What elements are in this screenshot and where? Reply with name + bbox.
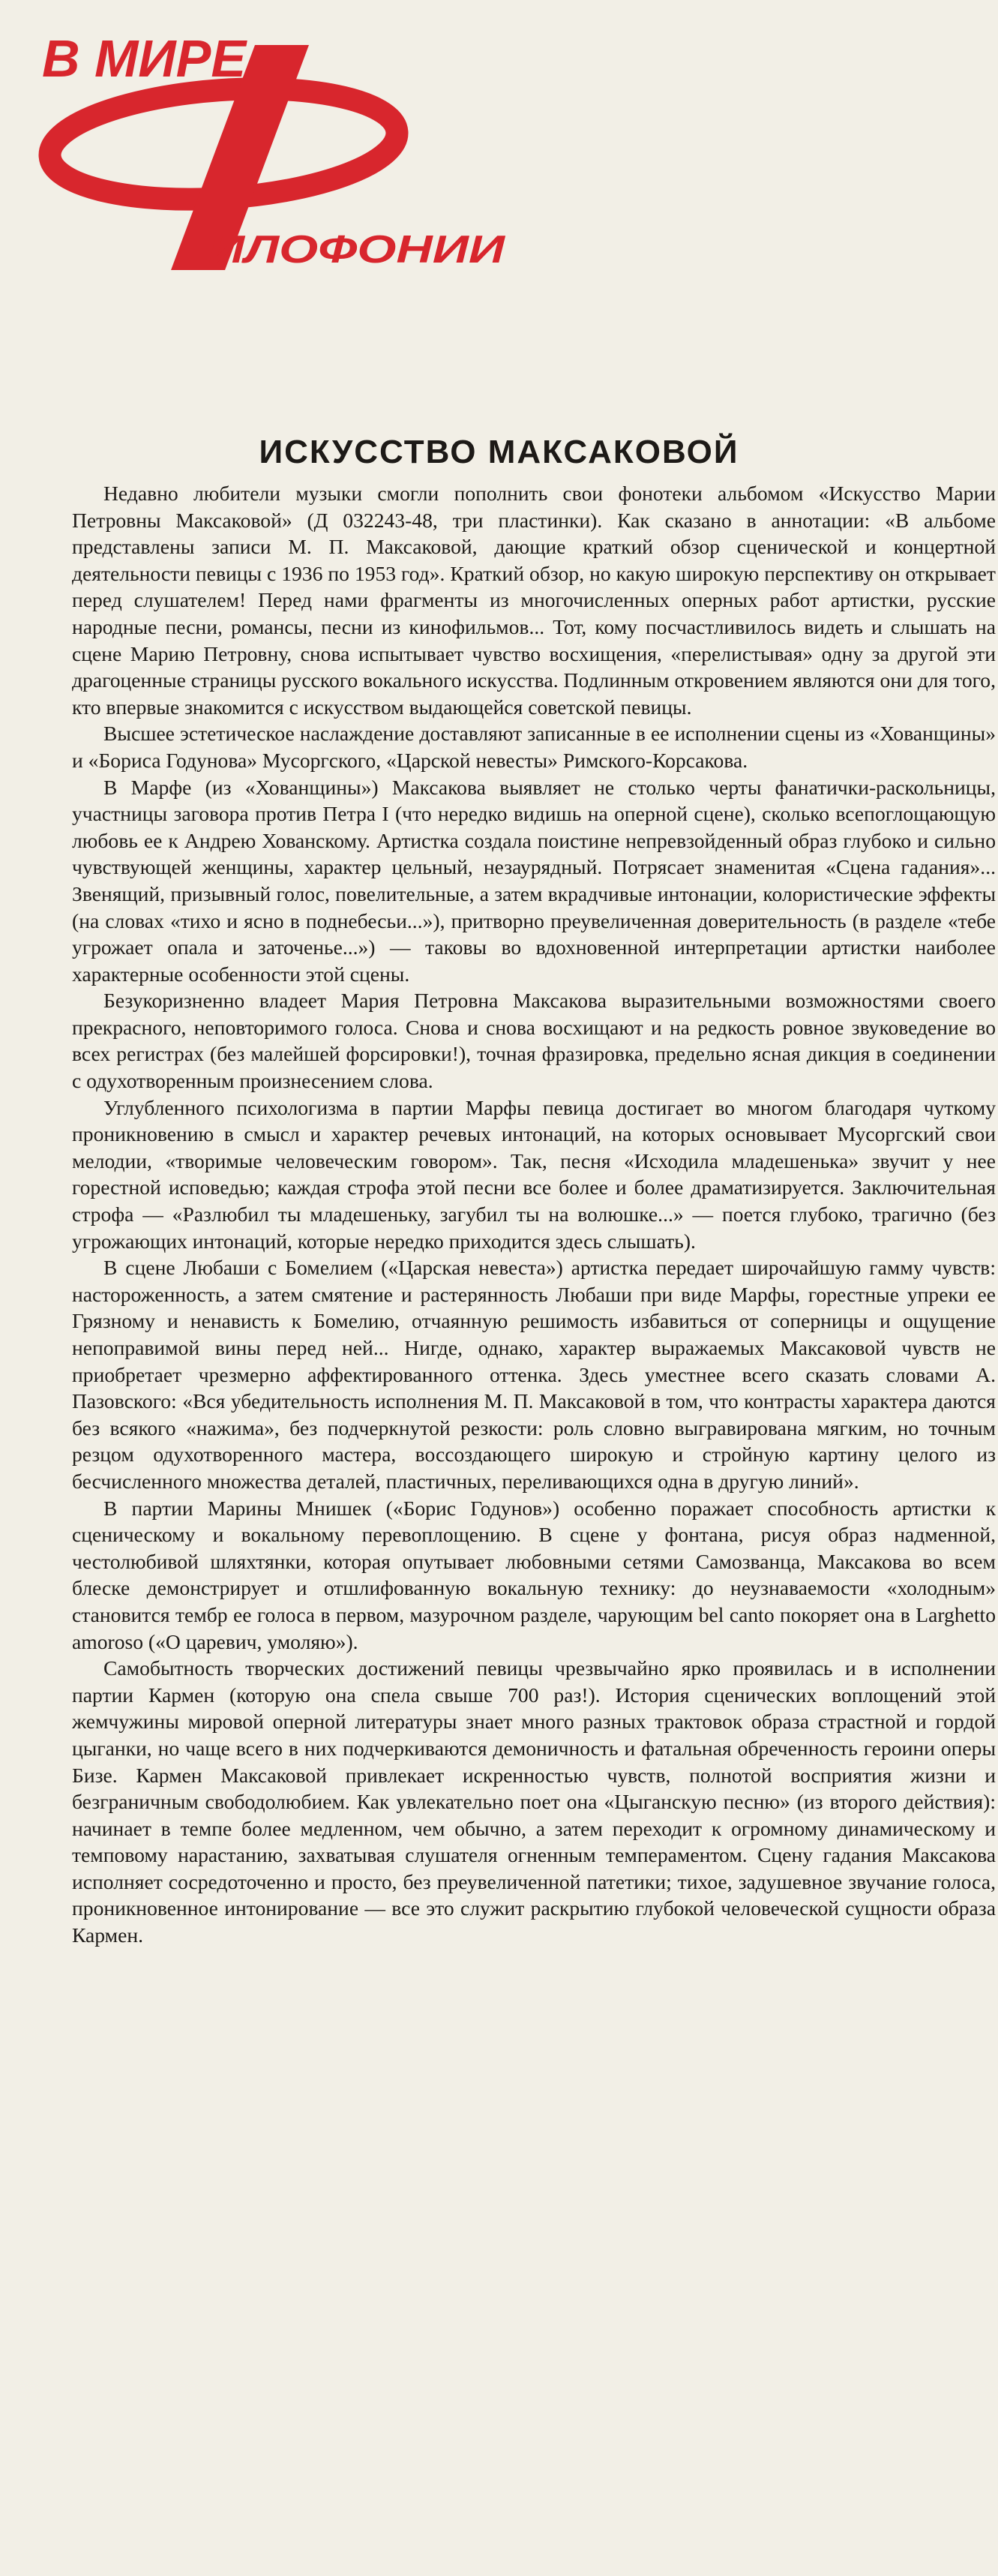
paragraph: Высшее эстетическое наслаждение доставляют записанные в ее исполнении сцены из «Хованщины» и «Бориса Годунова» Мусоргского, «Царской невесты» Римского-Корсакова. [72, 722, 996, 772]
filofonia-logo-graphic [30, 15, 510, 285]
paragraph: Недавно любители музыки смогли пополнить свои фонотеки альбомом «Искусство Марии Петровны Максаковой» (Д 032243-48, три пластинки). Как сказано в аннотации: «В альбоме представлены записи М. П. Максаковой, дающие краткий обзор сценической и концертной деятельности певицы с 1936 по 1953 год». Краткий обзор, но какую широкую перспективу он открывает перед слушателем! Перед нами фрагменты из многочисленных оперных работ артистки, русские народные песни, романсы, песни из кинофильмов... Тот, кому посчастливилось видеть и слышать на сцене Марию Петровну, снова испытывает чувство восхищения, «перелистывая» одну за другой эти драгоценные страницы русского вокального искусства. Подлинным откровением являются они для того, кто впервые знакомится с искусством выдающейся советской певицы. [72, 482, 996, 719]
paragraph: В сцене Любаши с Бомелием («Царская невеста») артистка передает широчайшую гамму чувств: настороженность, а затем смятение и растерянность Любаши при виде Марфы, горестные упреки ее Грязному и ненависть к Бомелию, отчаянную решимость избавиться от соперницы и ощущение непоправимой вины перед ней... Нигде, однако, характер выражаемых Максаковой чувств не приобретает чрезмерно аффектированного оттенка. Здесь уместнее всего сказать словами А. Пазовского: «Вся убедительность исполнения М. П. Максаковой в том, что контрасты характера даются без всякого «нажима», без подчеркнутой резкости: роль словно выгравирована мягким, но точным резцом одухотворенного мастера, воссоздающего широкую и стройную картину целого из бесчисленного множества деталей, пластичных, переливающихся одна в другую линий». [72, 1256, 996, 1493]
paragraph: Безукоризненно владеет Мария Петровна Максакова выразительными возможностями своего прекрасного, неповторимого голоса. Снова и снова восхищают и на редкость ровное звуковедение во всех регистрах (без малейшей форсировки!), точная фразировка, предельно ясная дикция в соединении с одухотворенным произнесением слова. [72, 989, 996, 1093]
paragraph: В Марфе (из «Хованщины») Максакова выявляет не столько черты фанатички-раскольницы, участницы заговора против Петра I (что нередко видишь на оперной сцене), сколько всепоглощающую любовь ее к Андрею Хованскому. Артистка создала поистине непревзойденный образ глубоко и сильно чувствующей женщины, характер цельный, незаурядный. Потрясает знаменитая «Сцена гадания»... Звенящий, призывный голос, повелительные, а затем вкрадчивые интонации, колористические эффекты (на словах «тихо и ясно в поднебесьи...»), притворно преувеличенная доверительность (в разделе «тебе угрожает опала и заточенье...») — таковы во вдохновенной интерпретации артистки наиболее характерные особенности этой сцены. [72, 775, 996, 986]
article-title: ИСКУССТВО МАКСАКОВОЙ [259, 434, 739, 470]
logo-top-text: В МИРЕ [42, 29, 247, 88]
article-body [72, 480, 996, 2558]
paragraph: Углубленного психологизма в партии Марфы певица достигает во многом благодаря чуткому проникновению в смысл и характер речевых интонаций, на которых основывает Мусоргский свои мелодии, «творимые человеческим говором». Так, песня «Исходила младешенька» звучит у нее горестной исповедью; каждая строфа этой песни все более и более драматизируется. Заключительная строфа — «Разлюбил ты младешеньку, загубил ты на волюшке...» — поется глубоко, трагично (без угрожающих интонаций, которые нередко приходится здесь слышать). [72, 1095, 996, 1253]
paragraph: В партии Марины Мнишек («Борис Годунов») особенно поражает способность артистки к сценическому и вокальному перевоплощению. В сцене у фонтана, рисуя образ надменной, честолюбивой шляхтянки, которая опутывает любовными сетями Самозванца, Максакова во всем блеске демонстрирует и отшлифованную вокальную технику: до неузнаваемости «холодным» становится тембр ее голоса в первом, мазурочном разделе, чарующим bel canto покоряет она в Larghetto amoroso («О царевич, умоляю»). [72, 1496, 996, 1653]
logo [30, 15, 510, 285]
paragraph: Самобытность творческих достижений певицы чрезвычайно ярко проявилась и в исполнении партии Кармен (которую она спела свыше 700 раз!). История сценических воплощений этой жемчужины мировой оперной литературы знает много разных трактовок образа страстной и гордой цыганки, но чаще всего в них подчеркиваются демоничность и фатальная обреченность героини оперы Бизе. Кармен Максаковой привлекает искренностью чувств, полнотой восприятия жизни и безграничным свободолюбием. Как увлекательно поет она «Цыганскую песню» (из второго действия): начинает в темпе более медленном, чем обычно, а затем переходит к огромному динамическому и темповому нарастанию, захватывая слушателя огненным темпераментом. Сцену гадания Максакова исполняет сосредоточенно и просто, без преувеличенной патетики; тихое, задушевное звучание голоса, проникновенное интонирование — все это служит раскрытию глубокой человеческой сущности образа Кармен. [72, 1656, 996, 1947]
logo-bottom-text: ИЛОФОНИИ [208, 228, 507, 272]
